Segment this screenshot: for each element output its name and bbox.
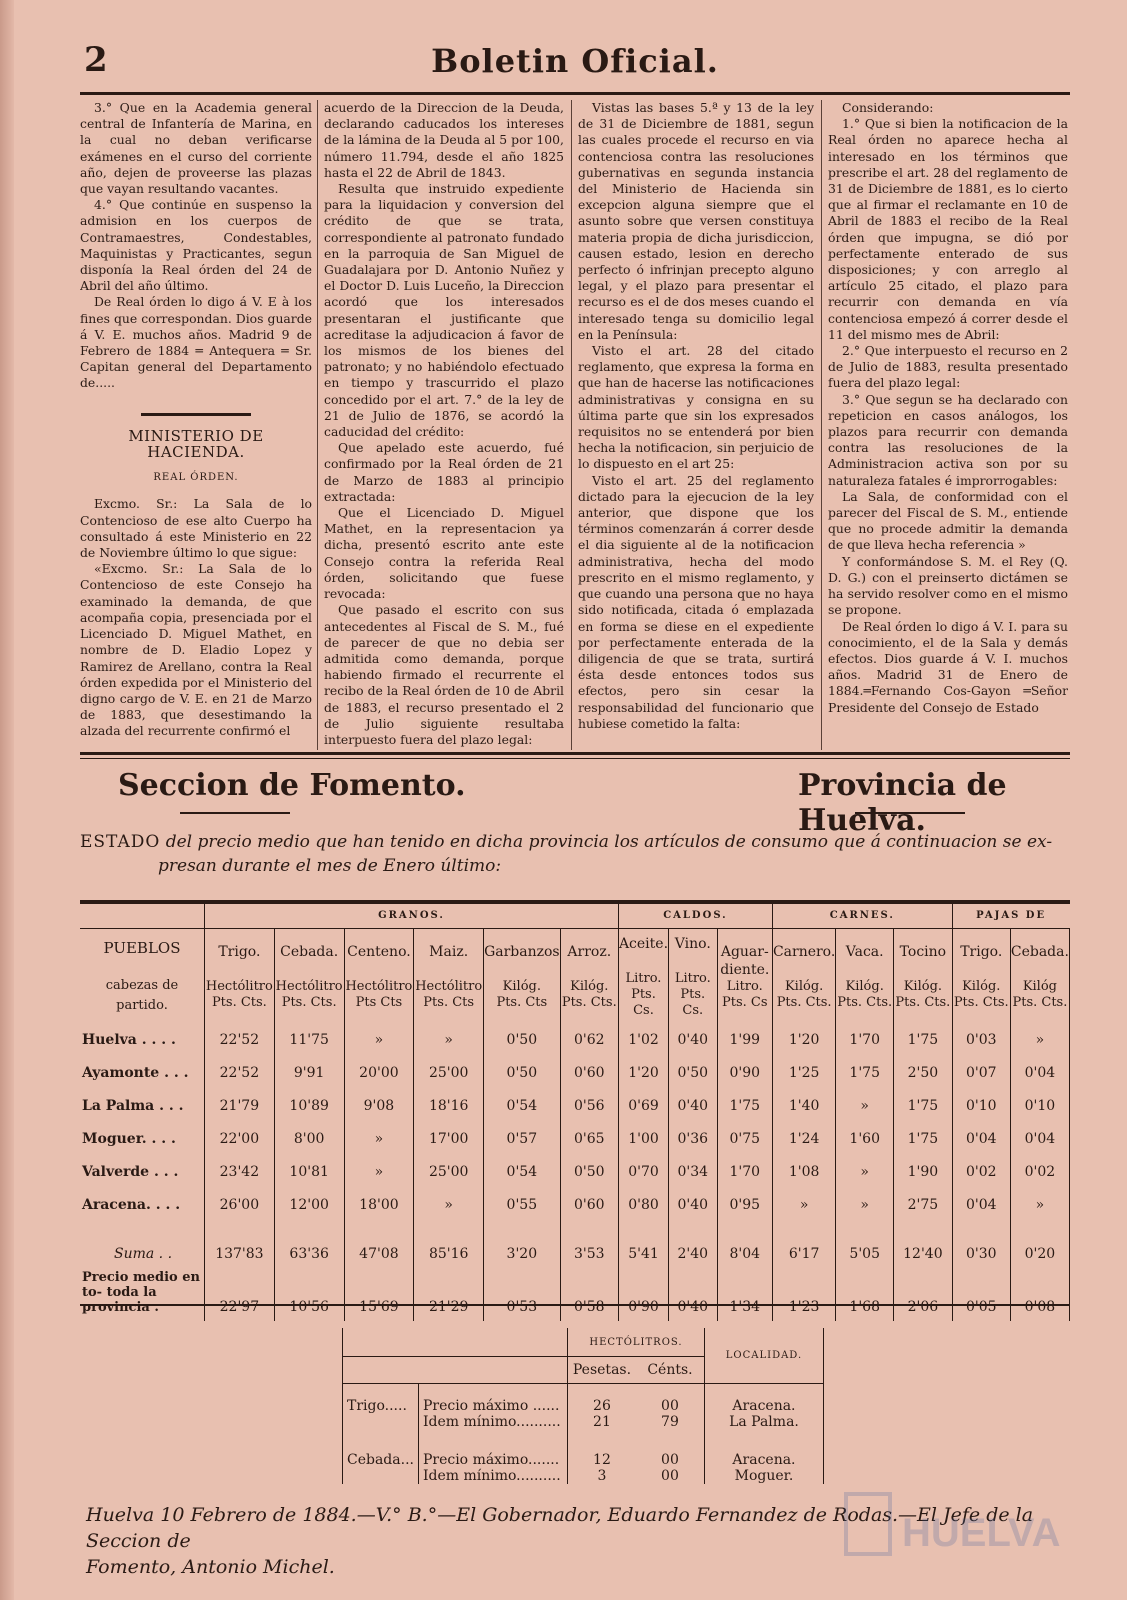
summary-grain: Trigo..... — [343, 1384, 419, 1415]
column-unit: Litro. — [674, 971, 711, 986]
column-header — [952, 929, 1010, 1024]
estado-line-1: del precio medio que han tenido en dicha provincia los artículos de consumo que á continuacion se ex- — [165, 832, 1053, 852]
column-name: Vino. — [674, 936, 711, 952]
price-cell: 18'16 — [414, 1089, 484, 1122]
column-header — [205, 929, 275, 1024]
price-cell: 0'34 — [669, 1155, 718, 1188]
column-name: Centeno. — [347, 944, 411, 960]
price-cell: 0'53 — [484, 1270, 561, 1321]
price-cell: 0'62 — [560, 1023, 618, 1056]
price-cell: 1'20 — [772, 1023, 835, 1056]
pueblos-subtitle: cabezas de partido. — [105, 978, 179, 1013]
price-cell: 6'17 — [772, 1237, 835, 1270]
price-cell: 1'23 — [772, 1270, 835, 1321]
price-cell: 9'08 — [344, 1089, 414, 1122]
signature-line-1: Huelva 10 Febrero de 1884.—V.° B.°—El Gobernador, Eduardo Fernandez de Rodas.—El Jefe de la Seccion de — [86, 1504, 1034, 1552]
summary-row — [343, 1468, 824, 1484]
paragraph: Vistas las bases 5.ª y 13 de la ley de 31 de Diciembre de 1881, segun las cuales procede el recurso en via contenciosa contra las resoluciones gubernativas en segunda instancia del Ministerio de Hacienda sin excepcion alguna siempre que el asunto sobre que versen constituya materia propia de dicha jurisdiccion, causen estado, lesion en derecho perfecto ó infrinjan precepto alguno legal, y el plazo para presentar el recurso es el de dos meses cuando el interesado tenga su domicilio legal en la Península: — [578, 100, 814, 342]
price-cell: 9'91 — [274, 1056, 344, 1089]
price-cell: 1'75 — [717, 1089, 772, 1122]
price-cell: 63'36 — [274, 1237, 344, 1270]
town-name: Moguer. . . . — [82, 1130, 176, 1147]
price-cell: 1'24 — [772, 1122, 835, 1155]
text-column-3 — [578, 100, 814, 750]
table-row — [80, 1122, 1070, 1155]
library-watermark — [842, 1490, 1082, 1560]
paragraph: Y conformándose S. M. el Rey (Q. D. G.) con el preinserto dictámen se ha servido resolver como en el mismo se propone. — [828, 553, 1068, 618]
paragraph: 3.° Que en la Academia general central de Infantería de Marina, en la cual no deban verificarse exámenes en el curso del corriente año, dejen de proveerse las plazas que vayan resultando vacantes. — [80, 100, 312, 197]
price-cell: 0'50 — [669, 1056, 718, 1089]
price-cell: 22'97 — [205, 1270, 275, 1321]
price-cell: » — [836, 1089, 894, 1122]
column-name: Tocino — [899, 944, 947, 960]
price-cell: 0'69 — [618, 1089, 668, 1122]
pueblos-title: PUEBLOS — [103, 939, 181, 957]
price-cell: 25'00 — [414, 1056, 484, 1089]
price-cell: 0'56 — [560, 1089, 618, 1122]
price-cell: 0'57 — [484, 1122, 561, 1155]
column-name: Garbanzos — [484, 944, 560, 960]
watermark-emblem — [846, 1494, 890, 1554]
paragraph: Visto el art. 25 del reglamento dictado para la ejecucion de la ley anterior, que dispone que los términos comenzarán á correr desde el dia siguiente al de la notificacion administrativa, hecha del modo prescrito en el mismo reglamento, y que cuando una persona que no haya sido notificada, citada ó emplazada en forma se diese en el expediente por perfectamente enterada de la diligencia de que se trata, surtirá ésta desde entonces todos sus efectos, pero sin cesar la responsabilidad del funcionario que hubiese cometido la falta: — [578, 472, 814, 731]
price-cell: 0'30 — [952, 1237, 1010, 1270]
price-cell: 11'75 — [274, 1023, 344, 1056]
town-name: Suma . . — [113, 1245, 173, 1262]
column-subunit: Pts. Cts. — [776, 995, 832, 1010]
price-cell: 1'99 — [717, 1023, 772, 1056]
summary-hecto-header: HECTÓLITROS. — [567, 1328, 704, 1357]
column-name: Vaca. — [845, 944, 884, 960]
signature-line-2: Fomento, Antonio Michel. — [86, 1556, 335, 1578]
watermark-text: HUELVA — [902, 1511, 1061, 1555]
price-cell: 0'20 — [1010, 1237, 1069, 1270]
price-table — [80, 902, 1070, 1321]
price-cell: » — [772, 1188, 835, 1221]
column-name: Trigo. — [218, 944, 261, 960]
price-cell: 47'08 — [344, 1237, 414, 1270]
column-unit: Kilóg. — [903, 979, 943, 994]
column-header — [836, 929, 894, 1024]
price-cell: 0'04 — [1010, 1056, 1069, 1089]
journal-title: Boletin Oficial. — [431, 42, 719, 80]
pueblos-header — [80, 929, 205, 1024]
price-cell: 0'05 — [952, 1270, 1010, 1321]
price-cell: 25'00 — [414, 1155, 484, 1188]
column-unit: Kilóg. — [845, 979, 884, 994]
column-name: Aceite. — [618, 936, 669, 952]
page-header — [80, 40, 1070, 90]
group-carnes: CARNES. — [772, 902, 952, 929]
column-unit: Hectólitro — [345, 979, 413, 994]
town-name: Ayamonte . . . — [82, 1064, 189, 1081]
price-cell: 17'00 — [414, 1122, 484, 1155]
price-cell: 0'04 — [952, 1188, 1010, 1221]
summary-localidad: Aracena. — [704, 1430, 823, 1468]
paragraph: Que el Licenciado D. Miguel Mathet, en la representacion ya dicha, presentó escrito ante este Consejo contra la referida Real órden, solicitando que fuese revocada: — [324, 505, 564, 602]
price-cell: 10'89 — [274, 1089, 344, 1122]
summary-cents: 00 — [661, 1398, 679, 1414]
summary-pesetas: 26 — [567, 1384, 636, 1415]
paragraph: La Sala, de conformidad con el parecer del Fiscal de S. M., entiende que no procede admitir la demanda de que lleva hecha referencia » — [828, 488, 1068, 553]
column-subunit: Pts. Cs. — [631, 987, 656, 1018]
summary-blank — [343, 1328, 419, 1357]
table-row — [80, 1188, 1070, 1221]
ornament-divider — [180, 812, 290, 814]
price-cell: » — [344, 1122, 414, 1155]
column-name: Trigo. — [960, 944, 1003, 960]
column-subunit: Pts. Cs — [722, 995, 768, 1010]
price-cell: 0'90 — [717, 1056, 772, 1089]
column-header — [344, 929, 414, 1024]
column-name: Cebada. — [280, 944, 339, 960]
town-name: Valverde . . . — [82, 1163, 179, 1180]
price-cell: 2'40 — [669, 1237, 718, 1270]
price-cell: 2'50 — [894, 1056, 953, 1089]
price-cell: 1'75 — [836, 1056, 894, 1089]
table-row — [80, 1089, 1070, 1122]
price-cell: 26'00 — [205, 1188, 275, 1221]
page-number: 2 — [84, 40, 108, 80]
estado-caption — [80, 830, 1070, 878]
column-name: Arroz. — [567, 944, 612, 960]
town-name: La Palma . . . — [82, 1097, 184, 1114]
price-cell: 0'65 — [560, 1122, 618, 1155]
price-cell: 12'00 — [274, 1188, 344, 1221]
table-row — [80, 1155, 1070, 1188]
summary-blank — [418, 1328, 567, 1357]
price-cell: » — [344, 1155, 414, 1188]
price-cell: 0'58 — [560, 1270, 618, 1321]
column-subunit: Pts. Cts. — [211, 995, 267, 1010]
blank-header — [80, 902, 205, 929]
price-cell: 22'52 — [205, 1023, 275, 1056]
column-header — [414, 929, 484, 1024]
column-header — [772, 929, 835, 1024]
price-cell: 21'29 — [414, 1270, 484, 1321]
summary-cents-header: Cénts. — [636, 1357, 705, 1384]
price-cell: 0'10 — [952, 1089, 1010, 1122]
price-cell: 0'02 — [952, 1155, 1010, 1188]
column-subunit: Pts. Cts. — [561, 995, 617, 1010]
price-cell: 1'25 — [772, 1056, 835, 1089]
price-cell: 3'53 — [560, 1237, 618, 1270]
column-unit: Kilóg. — [502, 979, 541, 994]
price-cell: 15'69 — [344, 1270, 414, 1321]
price-cell: 0'55 — [484, 1188, 561, 1221]
summary-grain: Cebada... — [343, 1430, 419, 1468]
column-header — [717, 929, 772, 1024]
summary-localidad-header: LOCALIDAD. — [704, 1328, 823, 1384]
price-cell: 0'40 — [669, 1023, 718, 1056]
column-divider — [821, 100, 822, 750]
paragraph: De Real órden lo digo á V. I. para su conocimiento, el de la Sala y demás efectos. Dios guarde á V. I. muchos años. Madrid 31 de Enero de 1884.═Fernando Cos-Gayon ═Señor Presidente del Consejo de Estado — [828, 618, 1068, 715]
price-cell: 22'52 — [205, 1056, 275, 1089]
price-cell: » — [1010, 1188, 1069, 1221]
price-cell: 137'83 — [205, 1237, 275, 1270]
column-header — [560, 929, 618, 1024]
summary-localidad: Moguer. — [704, 1468, 823, 1484]
summary-pesetas-header: Pesetas. — [567, 1357, 636, 1384]
price-cell: 0'75 — [717, 1122, 772, 1155]
price-cell: 0'08 — [1010, 1270, 1069, 1321]
price-cell: » — [414, 1023, 484, 1056]
column-header — [484, 929, 561, 1024]
column-unit: Kilóg — [1022, 979, 1057, 994]
price-cell: 1'02 — [618, 1023, 668, 1056]
price-cell: 0'70 — [618, 1155, 668, 1188]
paragraph: Considerando: — [842, 100, 934, 115]
section-rule-thin — [80, 758, 1070, 759]
town-name: Huelva . . . . — [82, 1031, 176, 1048]
price-cell: 23'42 — [205, 1155, 275, 1188]
real-orden-heading: REAL ÓRDEN. — [153, 472, 239, 484]
column-header — [618, 929, 668, 1024]
estado-word: ESTADO — [80, 832, 161, 852]
town-name: Precio medio en to- toda la provincia . — [82, 1270, 200, 1315]
section-fomento-title: Seccion de Fomento. — [118, 768, 466, 803]
group-caldos: CALDOS. — [618, 902, 772, 929]
price-cell: 0'10 — [1010, 1089, 1069, 1122]
estado-line-2: presan durante el mes de Enero último: — [158, 856, 502, 876]
price-cell: 18'00 — [344, 1188, 414, 1221]
town-name: Aracena. . . . — [82, 1196, 181, 1213]
column-unit: Hectólitro — [205, 979, 273, 994]
column-header — [894, 929, 953, 1024]
price-cell: 0'04 — [1010, 1122, 1069, 1155]
price-cell: 8'04 — [717, 1237, 772, 1270]
column-subunit: Pts. Cts — [496, 995, 548, 1010]
summary-label: Precio máximo ...... — [418, 1384, 567, 1415]
column-subunit: Pts. Cts. — [895, 995, 951, 1010]
column-unit: Kilóg. — [962, 979, 1001, 994]
header-rule — [80, 92, 1070, 95]
summary-grain — [343, 1414, 419, 1430]
price-cell: 0'03 — [952, 1023, 1010, 1056]
price-cell: 0'95 — [717, 1188, 772, 1221]
price-cell: 1'90 — [894, 1155, 953, 1188]
table-row — [80, 1056, 1070, 1089]
column-unit: Kilóg. — [784, 979, 824, 994]
summary-label: Idem mínimo.......... — [418, 1414, 567, 1430]
column-subunit: Pts. Cts. — [281, 995, 337, 1010]
price-cell: 0'02 — [1010, 1155, 1069, 1188]
price-cell: 12'40 — [894, 1237, 953, 1270]
column-subunit: Pts. Cs. — [680, 987, 706, 1018]
column-name: Aguar-diente. — [720, 944, 770, 978]
column-header — [669, 929, 718, 1024]
paragraph: Visto el art. 28 del citado reglamento, que expresa la forma en que han de hacerse las notificaciones administrativas y consigna en su última parte que sin los expresados requisitos no se entenderá por bien hecha la notificacion, sin perjuicio de lo dispuesto en el art 25: — [578, 343, 814, 472]
paragraph: 4.° Que continúe en suspenso la admision en los cuerpos de Contramaestres, Condestables, Maquinistas y Practicantes, segun disponía la Real órden del 24 de Abril del año último. — [80, 197, 312, 294]
ministry-heading: MINISTERIO DE HACIENDA. — [128, 426, 264, 462]
summary-pesetas: 21 — [567, 1414, 636, 1430]
column-unit: Kilóg. — [570, 979, 609, 994]
price-cell: » — [1010, 1023, 1069, 1056]
summary-label: Precio máximo....... — [418, 1430, 567, 1468]
column-name: Maiz. — [429, 944, 469, 960]
paragraph: Resulta que instruido expediente para la liquidacion y conversion del crédito de que se trata, correspondiente al patronato fundado en la parroquia de San Miguel de Guadalajara por D. Antonio Nuñez y el Doctor D. Luis Luceño, la Direccion acordó que los interesados presentaran el justificante que acreditase la adjudicacion á favor de los mismos de los bienes del patronato; y no habiéndolo efectuado en tiempo y trascurrido el plazo concedido por el art. 7.° de la ley de 21 de Julio de 1876, se acordó la caducidad del crédito: — [324, 181, 564, 440]
table-row — [80, 1023, 1070, 1056]
text-column-2 — [324, 100, 564, 750]
column-name: Carnero. — [772, 944, 836, 960]
summary-row — [343, 1384, 824, 1415]
paragraph: acuerdo de la Direccion de la Deuda, declarando caducados los intereses de la lámina de la Deuda al 5 por 100, número 11.794, desde el año 1825 hasta el 22 de Abril de 1843. — [324, 100, 564, 180]
price-cell: 0'90 — [618, 1270, 668, 1321]
paragraph: Excmo. Sr.: La Sala de lo Contencioso de ese alto Cuerpo ha consultado á este Ministerio en 22 de Noviembre último lo que sigue: — [80, 496, 312, 561]
text-column-1 — [80, 100, 312, 750]
summary-pesetas: 3 — [567, 1468, 636, 1484]
column-subunit: Pts. Cts — [423, 995, 475, 1010]
column-subunit: Pts. Cts. — [837, 995, 893, 1010]
price-cell: 8'00 — [274, 1122, 344, 1155]
price-cell: 1'00 — [618, 1122, 668, 1155]
price-cell: 0'40 — [669, 1188, 718, 1221]
paragraph: De Real órden lo digo á V. E à los fines que correspondan. Dios guarde á V. E. muchos años. Madrid 9 de Febrero de 1884 ═ Antequera ═ Sr. Capitan general del Departamento de..... — [80, 294, 312, 391]
price-cell: 21'79 — [205, 1089, 275, 1122]
summary-localidad: Aracena. — [704, 1384, 823, 1415]
price-cell: 0'60 — [560, 1056, 618, 1089]
column-subunit: Pts. Cts. — [1012, 995, 1068, 1010]
column-unit: Litro. — [625, 971, 662, 986]
price-cell: » — [344, 1023, 414, 1056]
price-cell: 0'04 — [952, 1122, 1010, 1155]
price-cell: 0'60 — [560, 1188, 618, 1221]
column-unit: Hectólitro — [275, 979, 343, 994]
column-divider — [317, 100, 318, 750]
ornament-divider — [855, 812, 965, 814]
summary-row — [343, 1414, 824, 1430]
price-cell: 10'81 — [274, 1155, 344, 1188]
table-row — [80, 1237, 1070, 1270]
price-cell: 1'75 — [894, 1089, 953, 1122]
province-title: Provincia de Huelva. — [798, 768, 1007, 838]
price-cell: 1'70 — [717, 1155, 772, 1188]
group-granos: GRANOS. — [205, 902, 619, 929]
paragraph: 2.° Que interpuesto el recurso en 2 de Julio de 1883, resulta presentado fuera del plazo legal: — [828, 343, 1068, 391]
price-cell: 20'00 — [344, 1056, 414, 1089]
column-subunit: Pts Cts — [355, 995, 403, 1010]
paragraph: 1.° Que si bien la notificacion de la Real órden no aparece hecha al interesado en los términos que prescribe el art. 28 del reglamento de 31 de Diciembre de 1881, es lo cierto que al firmar el reclamante en 10 de Abril de 1883 el recibo de la Real órden que impugna, se dió por perfectamente enterado de sus disposiciones; y con arreglo al artículo 25 citado, el plazo para recurrir con demanda en vía contenciosa empezó á correr desde el 11 del mismo mes de Abril: — [828, 116, 1068, 342]
column-header — [1010, 929, 1069, 1024]
price-cell: 22'00 — [205, 1122, 275, 1155]
paragraph: Que apelado este acuerdo, fué confirmado por la Real órden de 21 de Marzo de 1883 al principio extractada: — [324, 440, 564, 504]
price-cell: 1'75 — [894, 1023, 953, 1056]
paragraph: 3.° Que segun se ha declarado con repeticion en casos análogos, los plazos para recurrir con demanda contra las resoluciones de la Administracion activa son por su naturaleza fatales é improrrogables: — [828, 391, 1068, 488]
price-cell: 0'50 — [484, 1056, 561, 1089]
column-unit: Litro. — [726, 979, 763, 994]
group-pajas: PAJAS DE — [952, 902, 1069, 929]
column-unit: Hectólitro — [415, 979, 483, 994]
price-cell: 1'34 — [717, 1270, 772, 1321]
price-cell: 5'05 — [836, 1237, 894, 1270]
price-cell: 0'07 — [952, 1056, 1010, 1089]
price-cell: 1'08 — [772, 1155, 835, 1188]
price-cell: 1'60 — [836, 1122, 894, 1155]
price-cell: 1'75 — [894, 1122, 953, 1155]
column-divider — [571, 100, 572, 750]
paragraph: «Excmo. Sr.: La Sala de lo Contencioso de este Consejo ha examinado la demanda, de que acompaña copia, presenciada por el Licenciado D. Miguel Mathet, en nombre de D. Eladio Lopez y Ramirez de Arellano, contra la Real órden expedida por el Ministerio del digno cargo de V. E. en 21 de Marzo de 1883, que desestimando la alzada del recurrente confirmó el — [80, 561, 312, 739]
column-name: Cebada. — [1010, 944, 1069, 960]
summary-cents: 00 — [661, 1452, 679, 1468]
price-cell: 0'40 — [669, 1089, 718, 1122]
column-subunit: Pts. Cts. — [953, 995, 1009, 1010]
summary-grain — [343, 1468, 419, 1484]
page-edge — [0, 0, 14, 1600]
price-cell: 1'40 — [772, 1089, 835, 1122]
paragraph: Que pasado el escrito con sus antecedentes al Fiscal de S. M., fué de parecer de que no debia ser admitida como demanda, porque habiendo firmado el recurrente el recibo de la Real órden de 10 de Abril de 1883, el recurso presentado el 2 de Julio siguiente resultaba interpuesto fuera del plazo legal: — [324, 602, 564, 747]
price-cell: 5'41 — [618, 1237, 668, 1270]
summary-label: Idem mínimo.......... — [418, 1468, 567, 1484]
section-rule — [80, 752, 1070, 755]
price-cell: 1'20 — [618, 1056, 668, 1089]
price-cell: 2'06 — [894, 1270, 953, 1321]
price-cell: 0'50 — [484, 1023, 561, 1056]
ornament-divider — [80, 404, 312, 420]
price-cell: » — [836, 1155, 894, 1188]
price-cell: 3'20 — [484, 1237, 561, 1270]
price-cell: 0'54 — [484, 1155, 561, 1188]
summary-pesetas: 12 — [567, 1430, 636, 1468]
summary-row — [343, 1430, 824, 1468]
price-cell: 0'80 — [618, 1188, 668, 1221]
price-cell: 1'68 — [836, 1270, 894, 1321]
price-cell: 2'75 — [894, 1188, 953, 1221]
summary-localidad: La Palma. — [704, 1414, 823, 1430]
price-cell: 0'50 — [560, 1155, 618, 1188]
summary-table — [342, 1328, 824, 1498]
price-cell: 1'70 — [836, 1023, 894, 1056]
price-cell: 85'16 — [414, 1237, 484, 1270]
table-row — [80, 1270, 1070, 1321]
column-header — [274, 929, 344, 1024]
text-column-4 — [828, 100, 1068, 750]
price-cell: 0'54 — [484, 1089, 561, 1122]
price-cell: 10'56 — [274, 1270, 344, 1321]
spacer-row — [80, 1221, 1070, 1237]
price-cell: » — [836, 1188, 894, 1221]
price-cell: » — [414, 1188, 484, 1221]
price-cell: 0'40 — [669, 1270, 718, 1321]
price-cell: 0'36 — [669, 1122, 718, 1155]
summary-cents: 79 — [661, 1414, 679, 1430]
summary-cents: 00 — [661, 1468, 679, 1484]
